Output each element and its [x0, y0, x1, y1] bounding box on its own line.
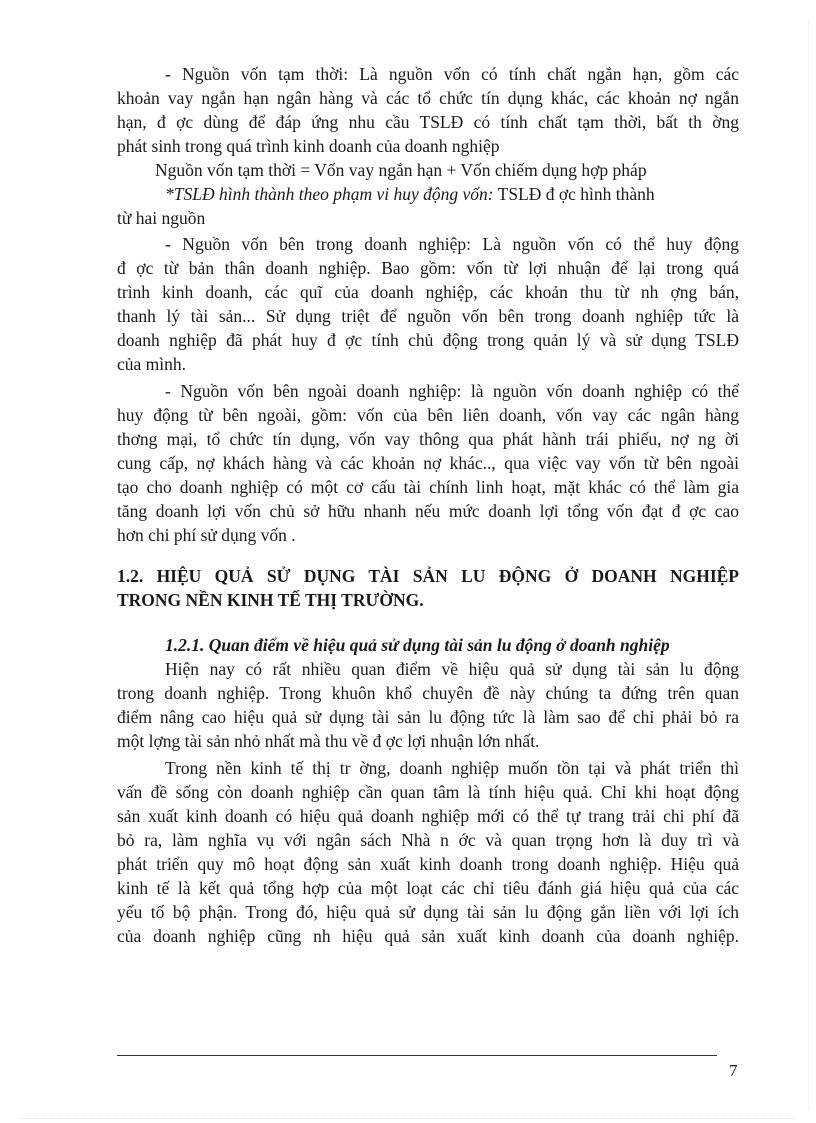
paragraph-line: kinh tế là kết quả tổng hợp của một loạt các chỉ tiêu đánh giá hiệu quả của các	[117, 878, 739, 898]
section-heading: 1.2. HIỆU QUẢ SỬ DỤNG TÀI SẢN LU ĐỘNG Ở DOANH NGHIỆP	[117, 566, 739, 586]
paragraph-line: Trong nền kinh tế thị tr ờng, doanh nghiệp muốn tồn tại và phát triển thì	[165, 758, 739, 778]
paragraph-line: một lợng tài sản nhỏ nhất mà thu về đ ợc lợi nhuận lớn nhất.	[117, 731, 540, 751]
page-edge-dots	[20, 1118, 796, 1119]
paragraph-line	[165, 182, 739, 206]
paragraph-line: huy động từ bên ngoài, gồm: vốn của bên liên doanh, vốn vay các ngân hàng	[117, 405, 739, 425]
paragraph-line: điểm nâng cao hiệu quả sử dụng tài sản lu động tức là làm sao để chỉ phải bỏ ra	[117, 707, 739, 727]
paragraph-line: cung cấp, nợ khách hàng và các khoản nợ khác.., qua việc vay vốn từ bên ngoài	[117, 453, 739, 473]
paragraph-line: - Nguồn vốn bên ngoài doanh nghiệp: là nguồn vốn doanh nghiệp có thể	[165, 381, 739, 401]
paragraph-line: doanh nghiệp đã phát huy đ ợc tính chủ động trong quản lý và sử dụng TSLĐ	[117, 330, 739, 350]
paragraph-line: của mình.	[117, 354, 187, 374]
paragraph-line: bỏ ra, làm nghĩa vụ với ngân sách Nhà n ớc và quan trọng hơn là duy trì và	[117, 830, 739, 850]
paragraph-text: TSLĐ đ ợc hình thành	[493, 184, 655, 204]
paragraph-line: trình kinh doanh, các quĩ của doanh nghiệp, các khoản thu từ nh ợng bán,	[117, 282, 739, 302]
paragraph-line: hơn chi phí sử dụng vốn .	[117, 525, 296, 545]
formula-line: Nguồn vốn tạm thời = Vốn vay ngắn hạn + Vốn chiếm dụng hợp pháp	[155, 160, 647, 180]
paragraph-line: thơng mại, tổ chức tín dụng, vốn vay thông qua phát hành trái phiếu, nợ ng ời	[117, 429, 739, 449]
paragraph-line: trong doanh nghiệp. Trong khuôn khổ chuyên đề này chúng ta đứng trên quan	[117, 683, 739, 703]
paragraph-line: phát triển quy mô hoạt động sản xuất kinh doanh trong doanh nghiệp. Hiệu quả	[117, 854, 739, 874]
italic-heading-text: *TSLĐ hình thành theo phạm vi huy động vốn:	[165, 184, 494, 204]
page-number: 7	[729, 1061, 738, 1080]
paragraph-line: tăng doanh lợi vốn chủ sở hữu nhanh nếu mức doanh lợi tổng vốn đạt đ ợc cao	[117, 501, 739, 521]
paragraph-line: của doanh nghiệp cũng nh hiệu quả sản xuất kinh doanh của doanh nghiệp.	[117, 926, 739, 946]
paragraph-line: thanh lý tài sản... Sử dụng triệt để nguồn vốn bên trong doanh nghiệp tức là	[117, 306, 739, 326]
paragraph-line: tạo cho doanh nghiệp có một cơ cấu tài chính linh hoạt, mặt khác có thể làm gia	[117, 477, 739, 497]
paragraph-line: vấn đề sống còn doanh nghiệp cần quan tâm là tính hiệu quả. Chỉ khi hoạt động	[117, 782, 739, 802]
subsection-heading: 1.2.1. Quan điểm về hiệu quả sử dụng tài sản lu động ở doanh nghiệp	[165, 635, 670, 655]
footer-rule	[117, 1055, 717, 1056]
paragraph-line: Hiện nay có rất nhiều quan điểm về hiệu quả sử dụng tài sản lu động	[165, 659, 739, 679]
paragraph-line: - Nguồn vốn tạm thời: Là nguồn vốn có tính chất ngắn hạn, gồm các	[165, 64, 739, 84]
paragraph-line: yếu tố bộ phận. Trong đó, hiệu quả sử dụng tài sản lu động gắn liền với lợi ích	[117, 902, 739, 922]
paragraph-line: từ hai nguồn	[117, 208, 206, 228]
page-edge-dots	[808, 20, 809, 1110]
paragraph-line: khoản vay ngắn hạn ngân hàng và các tổ chức tín dụng khác, các khoản nợ ngắn	[117, 88, 739, 108]
paragraph-line: - Nguồn vốn bên trong doanh nghiệp: Là nguồn vốn có thể huy động	[165, 234, 739, 254]
paragraph-line: đ ợc từ bản thân doanh nghiệp. Bao gồm: vốn từ lợi nhuận để lại trong quá	[117, 258, 739, 278]
paragraph-line: phát sinh trong quá trình kinh doanh của doanh nghiệp	[117, 136, 500, 156]
paragraph-line: hạn, đ ợc dùng để đáp ứng nhu cầu TSLĐ có tính chất tạm thời, bất th ờng	[117, 112, 739, 132]
paragraph-line: sản xuất kinh doanh có hiệu quả doanh nghiệp mới có thể tự trang trải chi phí đã	[117, 806, 739, 826]
section-heading: TRONG NỀN KINH TẾ THỊ TRƯỜNG.	[117, 590, 424, 610]
